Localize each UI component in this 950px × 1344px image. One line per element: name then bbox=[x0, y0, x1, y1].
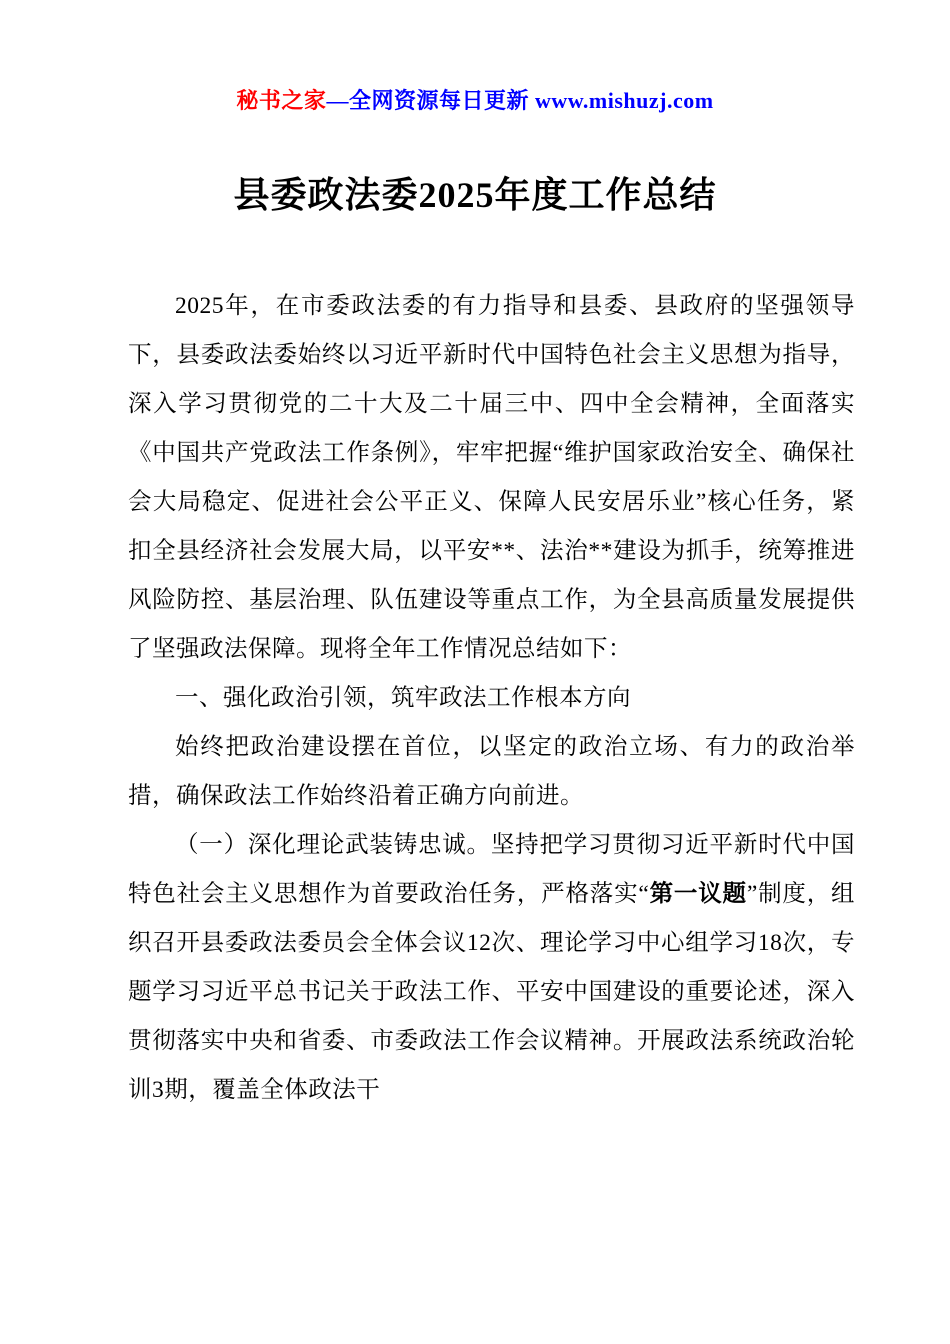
section-heading-1 bbox=[128, 674, 855, 723]
bold-text-run: 第一议题 bbox=[649, 881, 747, 907]
text-run: 2025年，在市委政法委的有力指导和县委、县政府的坚强领导下，县委政法委始终以习近平新时代中国特色社会主义思想为指导，深入学习贯彻党的二十大及二十届三中、四中全会精神，全面落实《中国共产党政法工作条例》，牢牢把握“维护国家政治安全、确保社会大局稳定、促进社会公平正义、保障人民安居乐业”核心任务，紧扣全县经济社会发展大局，以平安**、法治**建设为抓手，统筹推进风险防控、基层治理、队伍建设等重点工作，为全县高质量发展提供了坚强政法保障。现将全年工作情况总结如下： bbox=[128, 293, 855, 662]
header-url-link[interactable]: www.mishuzj.com bbox=[534, 88, 714, 113]
text-run: ”制度，组织召开县委政法委员会全体会议12次、理论学习中心组学习18次，专题学习习近平总书记关于政法工作、平安中国建设的重要论述，深入贯彻落实中央和省委、市委政法工作会议精神。开展政法系统政治轮训3期，覆盖全体政法干 bbox=[128, 881, 856, 1103]
header-tagline: —全网资源每日更新 bbox=[326, 88, 535, 113]
document-body bbox=[128, 282, 855, 1115]
page-header bbox=[0, 0, 950, 115]
section-1-intro bbox=[128, 723, 855, 821]
document-title: 县委政法委2025年度工作总结 bbox=[233, 175, 717, 215]
text-run: 始终把政治建设摆在首位，以坚定的政治立场、有力的政治举措，确保政法工作始终沿着正确方向前进。 bbox=[128, 734, 855, 809]
subsection-1-1-paragraph bbox=[128, 821, 855, 1115]
intro-paragraph bbox=[128, 282, 855, 674]
text-run: 一、强化政治引领，筑牢政法工作根本方向 bbox=[175, 685, 631, 711]
text-run: （一）深化理论武装铸忠诚。坚持把学习贯彻习近平新时代中国特色社会主义思想作为首要政治任务，严格落实“ bbox=[128, 832, 855, 907]
site-name: 秘书之家 bbox=[236, 88, 327, 113]
